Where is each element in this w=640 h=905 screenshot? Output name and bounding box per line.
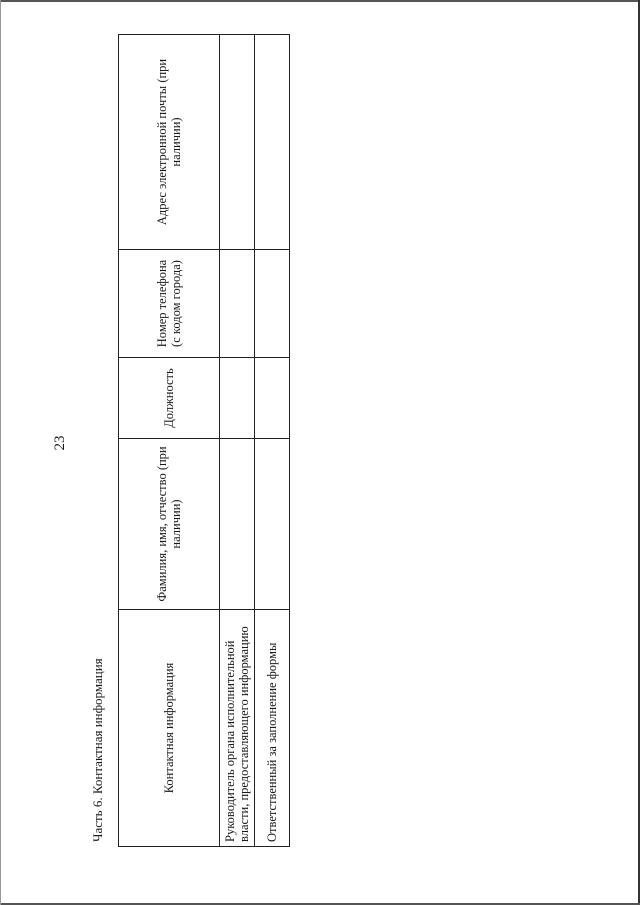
row-label-responsible-person: Ответственный за заполнение формы: [255, 610, 290, 847]
header-phone: Номер телефона (с кодом города): [119, 250, 220, 358]
table-header-row: [119, 35, 220, 847]
scan-border-left: [0, 0, 1, 905]
header-full-name: Фамилия, имя, отчество (при наличии): [119, 439, 220, 610]
cell-position[interactable]: [220, 358, 255, 439]
contact-info-table: [118, 34, 290, 847]
row-label-head-of-authority: Руководитель органа исполнительной власти, предоставляющего информацию: [220, 610, 255, 847]
cell-position[interactable]: [255, 358, 290, 439]
cell-phone[interactable]: [255, 250, 290, 358]
header-email: Адрес электронной почты (при наличии): [119, 35, 220, 250]
section-title: Часть 6. Контактная информация: [90, 658, 105, 842]
cell-email[interactable]: [255, 35, 290, 250]
table-row: [220, 35, 255, 847]
cell-phone[interactable]: [220, 250, 255, 358]
cell-email[interactable]: [220, 35, 255, 250]
header-position: Должность: [119, 358, 220, 439]
header-contact-info: Контактная информация: [119, 610, 220, 847]
rotated-page: [20, 10, 610, 880]
cell-full-name[interactable]: [255, 439, 290, 610]
table-row: [255, 35, 290, 847]
cell-full-name[interactable]: [220, 439, 255, 610]
scan-border-top: [0, 0, 640, 2]
page-number: 23: [52, 435, 68, 451]
